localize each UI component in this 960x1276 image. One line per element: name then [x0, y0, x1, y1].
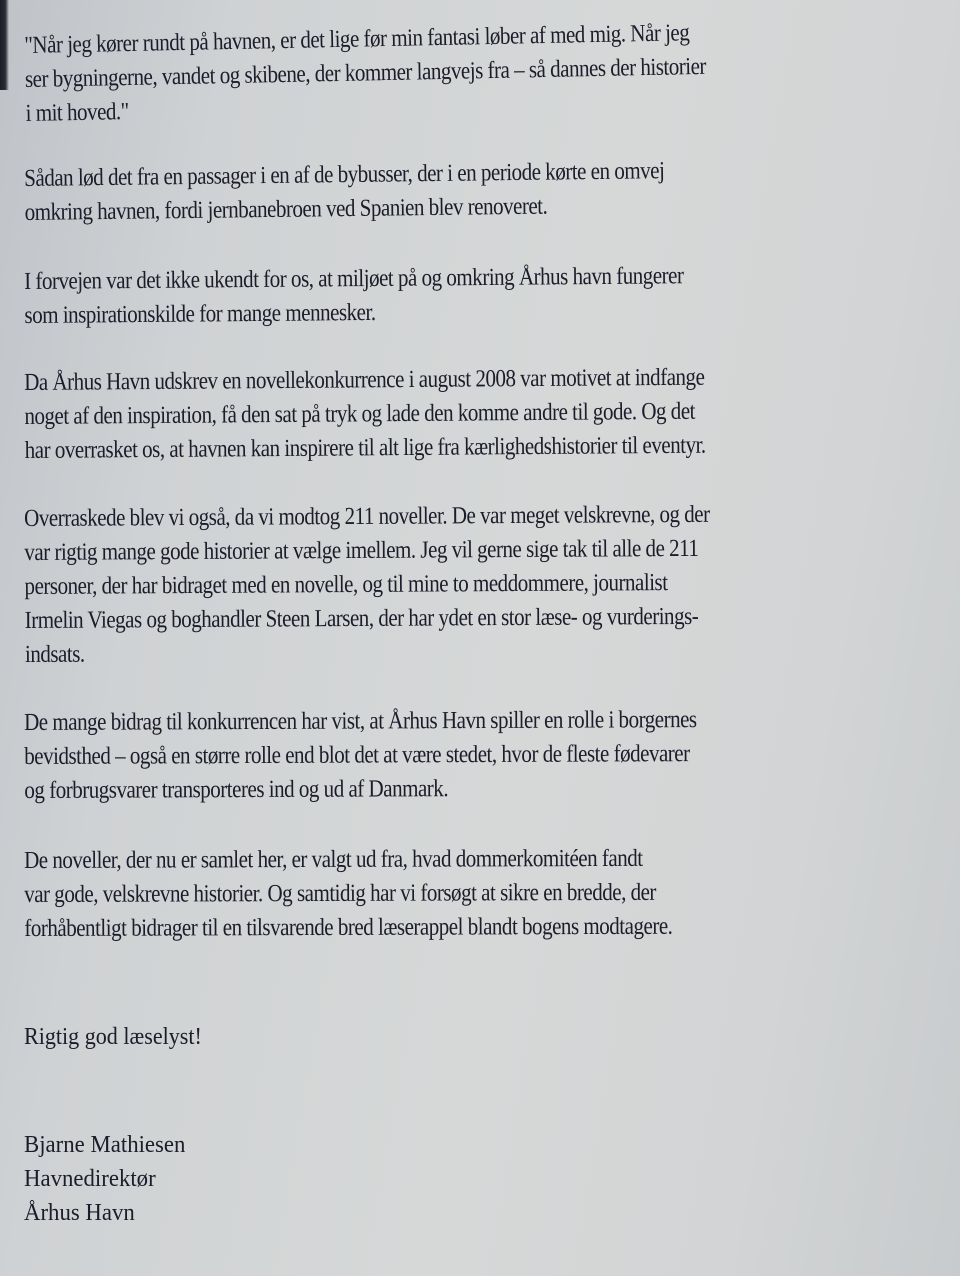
- text-line: var rigtig mange gode historier at vælge imellem. Jeg vil gerne sige tak til alle de 211: [24, 534, 699, 566]
- signature-name: Bjarne Mathiesen: [24, 1132, 186, 1158]
- paragraph-inspiration: [24, 258, 799, 333]
- paragraph-role: [24, 703, 798, 808]
- text-line: personer, der har bidraget med en novelle, og til mine to meddommere, journalist: [24, 569, 668, 600]
- text-line: I forvejen var det ikke ukendt for os, at miljøet på og omkring Århus havn fungerer: [24, 262, 684, 295]
- text-line: Irmelin Viegas og boghandler Steen Larsen, der har ydet en stor læse- og vurderings-: [24, 602, 699, 634]
- signature-organization: Århus Havn: [24, 1200, 135, 1226]
- text-line: Da Århus Havn udskrev en novellekonkurrence i august 2008 var motivet at indfange: [24, 363, 705, 396]
- text-line: Sådan lød det fra en passager i en af de bybusser, der i en periode kørte en omvej: [24, 157, 665, 192]
- paragraph-passenger: [24, 153, 799, 230]
- text-line: ser bygningerne, vandet og skibene, der kommer langvejs fra – så dannes der historier: [24, 52, 707, 93]
- text-line: De noveller, der nu er samlet her, er valgt ud fra, hvad dommerkomitéen fandt: [24, 844, 643, 874]
- closing-greeting: Rigtig god læselyst!: [24, 1024, 202, 1050]
- text-line: var gode, velskrevne historier. Og samtidig har vi forsøgt at sikre en bredde, der: [24, 878, 656, 908]
- text-line: og forbrugsvarer transporteres ind og ud af Danmark.: [24, 775, 449, 804]
- signature-title: Havnedirektør: [24, 1166, 156, 1192]
- text-line: noget af den inspiration, få den sat på tryk og lade den komme andre til gode. Og det: [24, 397, 696, 430]
- paragraph-submissions: [24, 497, 799, 672]
- text-line: De mange bidrag til konkurrencen har vist, at Århus Havn spiller en rolle i borgernes: [24, 706, 697, 736]
- paragraph-quote: [24, 14, 800, 131]
- paragraph-selection: [24, 841, 798, 946]
- signature-block: [24, 1128, 185, 1230]
- text-line: indsats.: [24, 640, 85, 668]
- book-binding-shadow: [0, 0, 9, 90]
- text-line: bevidsthed – også en større rolle end blot det at være stedet, hvor de fleste fødevarer: [24, 740, 690, 770]
- text-line: som inspirationskilde for mange mennesker.: [24, 298, 376, 329]
- text-line: forhåbentligt bidrager til en tilsvarende bred læserappel blandt bogens modtagere.: [24, 912, 673, 942]
- paragraph-competition: [24, 360, 799, 468]
- text-line: omkring havnen, fordi jernbanebroen ved Spanien blev renoveret.: [24, 192, 548, 226]
- text-line: "Når jeg kører rundt på havnen, er det lige før min fantasi løber af med mig. Når jeg: [24, 19, 690, 59]
- text-line: Overraskede blev vi også, da vi modtog 211 noveller. De var meget velskrevne, og der: [24, 500, 710, 532]
- text-line: i mit hoved.": [25, 98, 130, 127]
- text-line: har overrasket os, at havnen kan inspirere til alt lige fra kærlighedshistorier til eventyr.: [24, 431, 706, 464]
